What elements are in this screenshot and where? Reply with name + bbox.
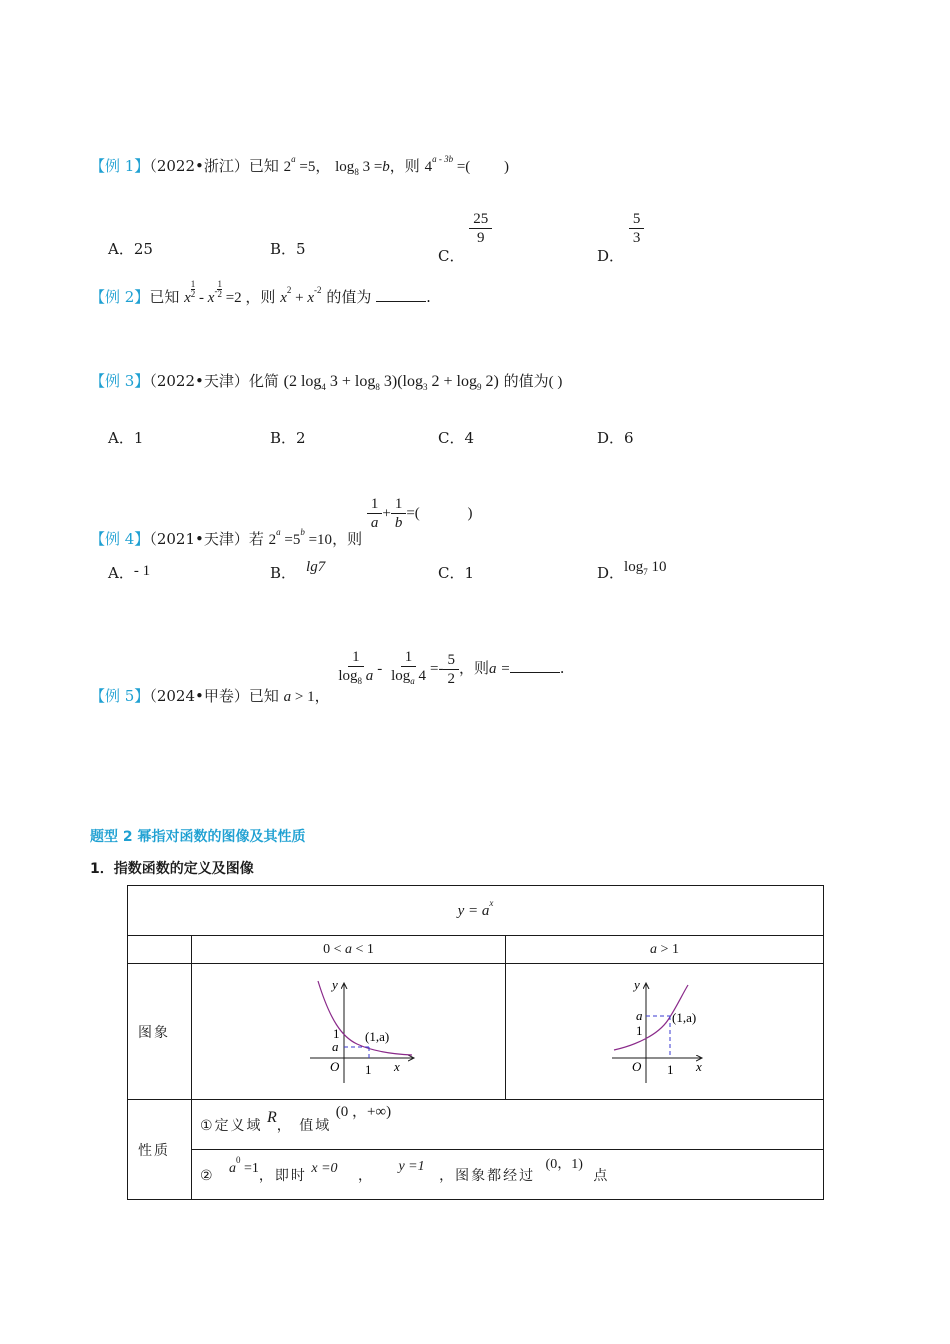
section-heading: 题型 2 幂指对函数的图像及其性质 [90, 829, 306, 845]
example-1-source: （2022•浙江）已知 [149, 157, 279, 175]
example-4-condition: $2^a =5^b =10$ [268, 526, 333, 548]
table-header-a-less-1: 0 < a < 1 [192, 936, 506, 964]
section-subheading: 1．指数函数的定义及图像 [90, 861, 254, 877]
example-4: 【例 4】（2021•天津）若 $2^a =5^b =10$，则 $\frac{1}{a}$ + $\frac{1}{b}$ =( ) [90, 496, 473, 548]
table-header-a-greater-1: a > 1 [506, 936, 824, 964]
table-formula: $y = a^x$ [128, 886, 824, 936]
fraction-1-loga4: $\frac{1}{\log_a 4}$ [391, 649, 426, 686]
example-3-option-a: A．1 [108, 429, 144, 447]
fraction-1-a: $\frac{1}{a}$ [367, 495, 383, 532]
fraction-5-2: $\frac{5}{2}$ [443, 651, 459, 688]
example-1-option-b: B．5 [270, 240, 306, 258]
graph-increasing-cell [506, 964, 824, 1100]
property-1: ①定义域 R， 值域 (0 ，+∞) [192, 1100, 824, 1150]
table-row-props-label: 性质 [128, 1100, 192, 1200]
a-y-label: a [332, 1038, 339, 1054]
example-2-condition: x $\frac{1}{2}$ - x- $\frac{1}{2}$ =2 [184, 279, 242, 306]
origin-label: O [330, 1058, 340, 1074]
graph-decreasing [192, 965, 506, 1099]
x-label: x [696, 1058, 702, 1074]
fraction-5-3: $\frac{5}{3}$ [629, 210, 645, 247]
a-y-label: a [636, 1007, 643, 1023]
one-tick-label: 1 [667, 1061, 674, 1077]
answer-blank[interactable] [376, 289, 426, 302]
example-3-option-c: C．4 [438, 429, 475, 447]
example-4-option-b: B． lg7 [270, 559, 326, 582]
example-5-tag: 【例 5】 [90, 687, 150, 705]
example-1-option-a: A．25 [108, 240, 153, 258]
example-4-option-d: D．$\log_7 10$ [597, 559, 667, 582]
fraction-1-log8a: $\frac{1}{\log_8 a}$ [338, 649, 374, 686]
property-2: ② $a^0 =1$，即时 x =0 ， y =1 ，图象都经过 (0，1) 点 [192, 1150, 824, 1200]
point-label: (1,a) [365, 1028, 390, 1044]
answer-blank[interactable] [510, 660, 560, 673]
fraction-25-9: $\frac{25}{9}$ [469, 210, 492, 247]
example-3: 【例 3】（2022•天津）化简 (2 $\log_4 3 + \log_8 3)(\log_3$ $2 + \log_9 2$) 的值为( ) [90, 372, 563, 393]
example-5-condition: a > 1， [283, 689, 330, 705]
example-3-option-d: D．6 [597, 429, 634, 447]
example-2-expression: $x^2 + x^{-2}$ [280, 285, 322, 306]
example-4-option-a: A．- 1 [108, 563, 151, 582]
example-5: 【例 5】（2024•甲卷）已知 a > 1， $\frac{1}{\log_8 a}$ - $\frac{1}{\log_a 4}$ =- $\frac{5}{2}$ ，则a = . [90, 649, 565, 705]
fraction-1-b: $\frac{1}{b}$ [391, 495, 407, 532]
y-label: y [634, 976, 640, 992]
one-tick-label: 1 [365, 1061, 372, 1077]
example-1-expr: $4^{a - 3b}$ =( ) [424, 154, 510, 175]
example-3-option-b: B．2 [270, 429, 306, 447]
table-row-graph-label: 图象 [128, 964, 192, 1100]
example-4-tag: 【例 4】 [90, 529, 150, 548]
table-empty-cell [128, 936, 192, 964]
example-1-cond2: $\log_8 3 =b$ [335, 159, 390, 177]
example-2: 【例 2】已知 x $\frac{1}{2}$ - x- $\frac{1}{2}$ =2 ，则 $x^2 + x^{-2}$ 的值为 . [90, 279, 431, 306]
example-1-option-c: C． $\frac{25}{9}$ [438, 210, 492, 247]
example-1: 【例 1】（2022•浙江）已知 2$^a$ =5， $\log_8 3 =b$，则 $4^{a - 3b}$ =( ) [90, 154, 510, 177]
example-1-tag: 【例 1】 [90, 157, 150, 175]
graph-increasing [506, 965, 824, 1099]
example-4-option-c: C．1 [438, 564, 475, 582]
y-label: y [332, 976, 338, 992]
example-3-expression: (2 $\log_4 3 + \log_8 3)(\log_3$ $2 + \log_9 2$) [283, 373, 499, 393]
origin-label: O [632, 1058, 642, 1074]
graph-decreasing-cell [192, 964, 506, 1100]
one-y-label: 1 [333, 1025, 340, 1041]
example-2-tag: 【例 2】 [90, 288, 150, 306]
example-1-cond1: 2$^a$ =5 [283, 154, 316, 175]
x-label: x [394, 1058, 400, 1074]
exponential-function-table [127, 885, 824, 1200]
example-3-tag: 【例 3】 [90, 372, 150, 390]
example-1-option-d: D． $\frac{5}{3}$ [597, 210, 644, 247]
one-y-label: 1 [636, 1022, 643, 1038]
point-label: (1,a) [672, 1009, 697, 1025]
